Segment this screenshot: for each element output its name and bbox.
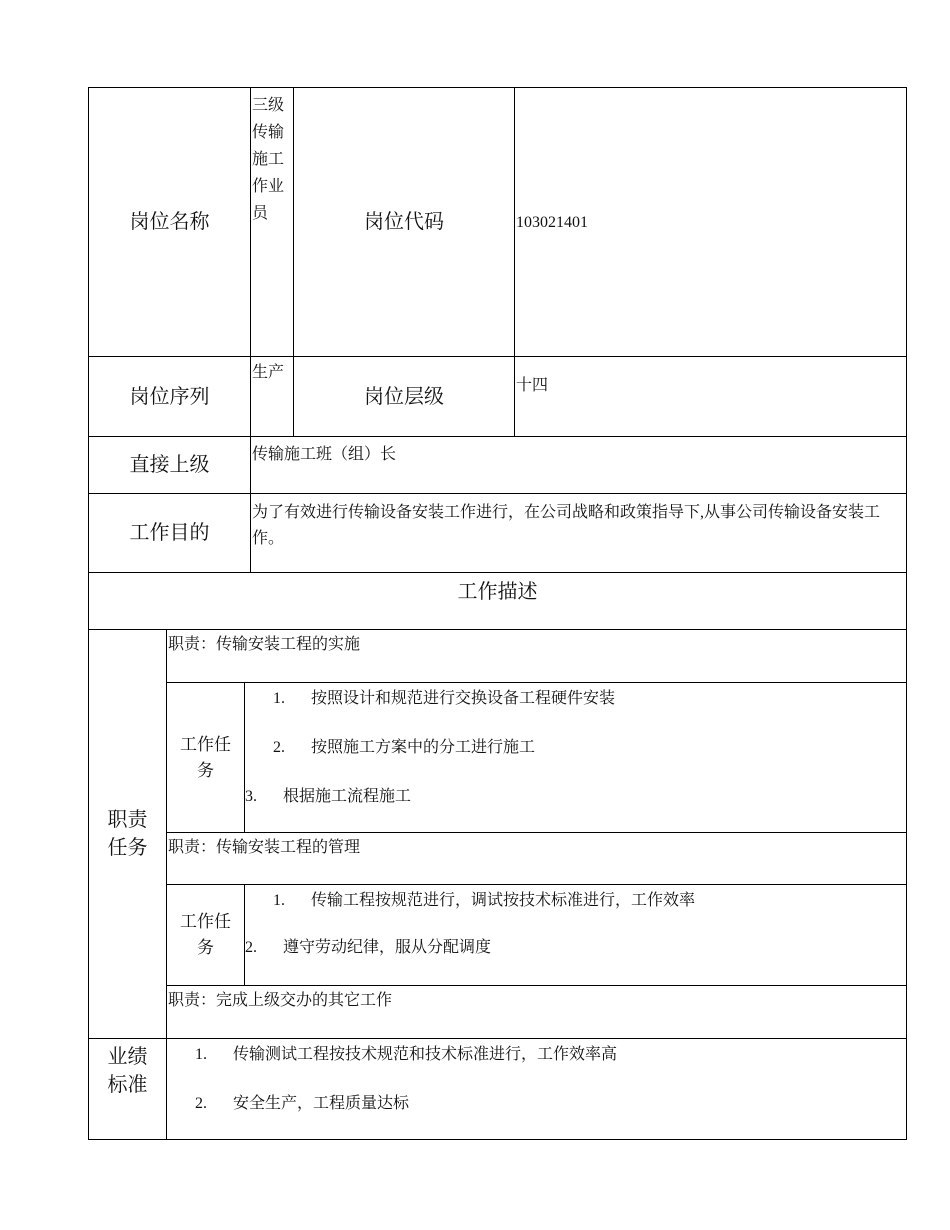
list-item: 3. 根据施工流程施工 <box>245 788 412 805</box>
performance-list <box>166 1038 907 1140</box>
duty-1-task-label: 工作任务 <box>166 682 245 833</box>
list-item: 2. 安全生产，工程质量达标 <box>195 1095 410 1112</box>
list-item: 1. 传输工程按规范进行，调试按技术标准进行，工作效率 <box>273 892 696 909</box>
list-item: 1. 传输测试工程按技术规范和技术标准进行，工作效率高 <box>195 1046 618 1063</box>
duty-3-title: 职责：完成上级交办的其它工作 <box>166 985 907 1039</box>
duty-2-task-label: 工作任务 <box>166 884 245 986</box>
position-code-label: 岗位代码 <box>293 87 515 357</box>
list-item: 1. 按照设计和规范进行交换设备工程硬件安装 <box>273 690 616 707</box>
duty-2-task-list <box>244 884 907 986</box>
sequence-label: 岗位序列 <box>88 356 251 437</box>
superior-value: 传输施工班（组）长 <box>250 436 907 494</box>
duty-1-task-list <box>244 682 907 833</box>
duty-1-title: 职责：传输安装工程的实施 <box>166 629 907 683</box>
duty-2-title: 职责：传输安装工程的管理 <box>166 832 907 885</box>
position-code-value: 103021401 <box>514 87 907 357</box>
superior-label: 直接上级 <box>88 436 251 494</box>
purpose-value: 为了有效进行传输设备安装工作进行，在公司战略和政策指导下,从事公司传输设备安装工作。 <box>250 493 907 573</box>
position-name-value: 三级传输施工作业员 <box>250 87 294 357</box>
position-name-label: 岗位名称 <box>88 87 251 357</box>
job-description-table <box>88 87 907 1140</box>
purpose-label: 工作目的 <box>88 493 251 573</box>
level-label: 岗位层级 <box>293 356 515 437</box>
description-title: 工作描述 <box>88 572 907 630</box>
list-item: 2. 遵守劳动纪律，服从分配调度 <box>245 939 492 956</box>
sequence-value: 生产 <box>250 356 294 437</box>
list-item: 2. 按照施工方案中的分工进行施工 <box>273 739 536 756</box>
duties-label: 职责任务 <box>88 629 167 1039</box>
performance-label: 业绩标准 <box>88 1038 167 1140</box>
level-value: 十四 <box>514 356 907 437</box>
